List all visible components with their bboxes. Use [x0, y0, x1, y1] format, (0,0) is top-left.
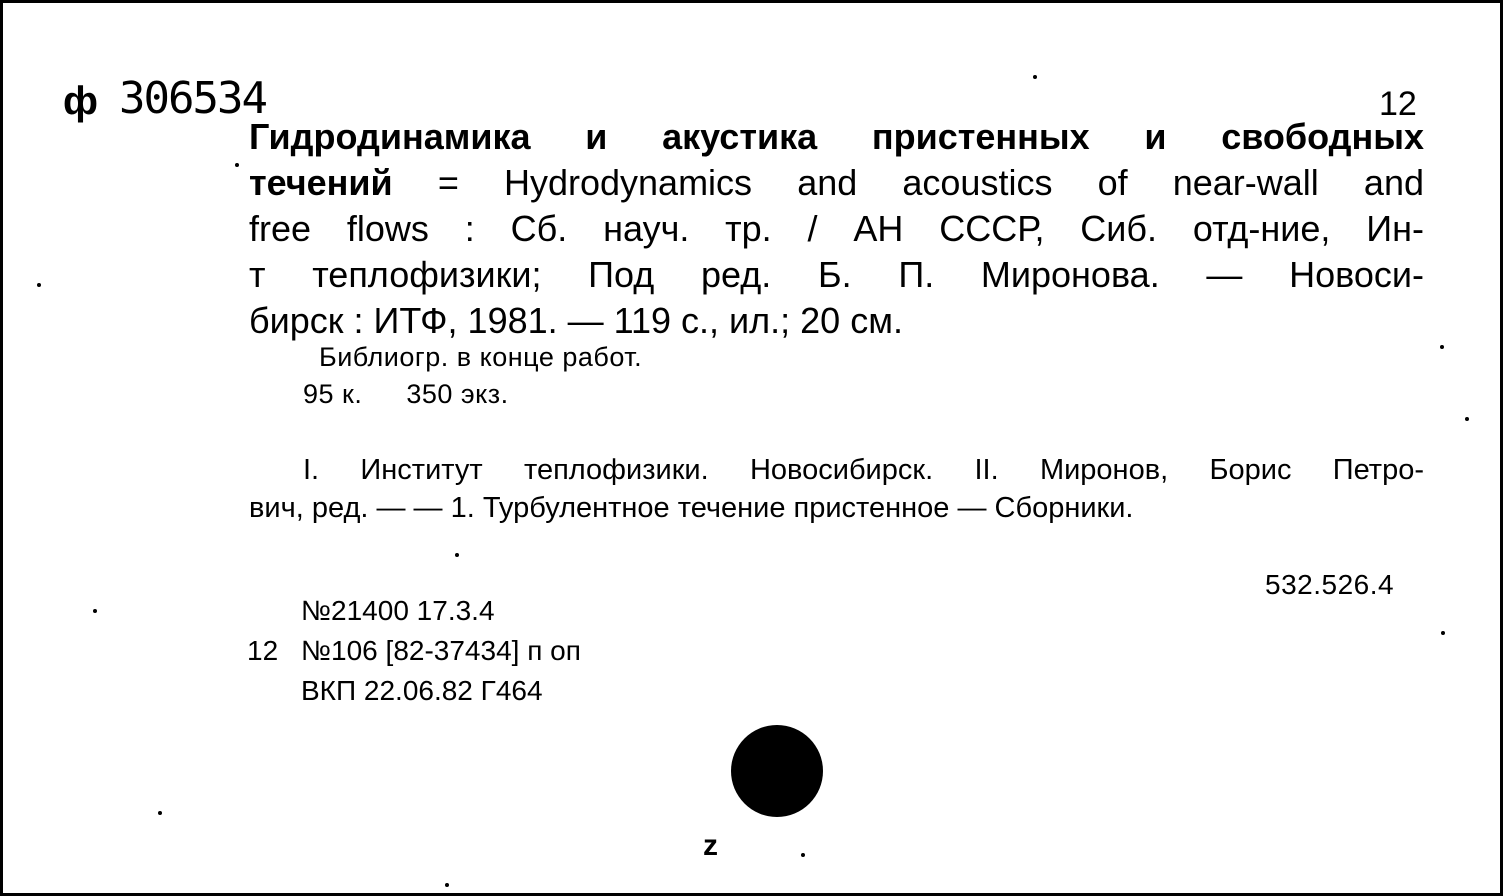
- accession-block: [247, 591, 581, 711]
- print-run: 350 экз.: [406, 379, 509, 409]
- accession-number: №106 [82-37434] п оп: [301, 635, 581, 666]
- bibliography-note: Библиогр. в конце работ.: [319, 342, 643, 372]
- ink-speck: [1440, 345, 1444, 349]
- page-number: 12: [1379, 85, 1417, 123]
- ink-speck: [455, 553, 459, 557]
- description-line: [249, 252, 1424, 298]
- description-text: бирск : ИТФ, 1981. — 119 с., ил.; 20 см.: [249, 300, 903, 341]
- handwritten-mark: z: [703, 829, 718, 862]
- accession-line: №21400 17.3.4: [301, 595, 495, 626]
- accession-line: ВКП 22.06.82 Г464: [301, 675, 543, 706]
- title-rest: = Hydrodynamics and acoustics of near-wall and: [392, 162, 1424, 203]
- description-line: [249, 298, 1424, 344]
- description-line: [249, 160, 1424, 206]
- ink-speck: [1465, 417, 1469, 421]
- price-line: [303, 379, 509, 410]
- accession-line: [247, 631, 581, 671]
- punch-hole: [731, 725, 823, 817]
- description-text: free flows : Сб. науч. тр. / АН СССР, Сиб. отд-ние, Ин-: [249, 208, 1424, 249]
- description-line: [249, 206, 1424, 252]
- ink-speck: [801, 853, 805, 857]
- stamp-number: 306534: [119, 73, 266, 124]
- heading-line: вич, ред. — — 1. Турбулентное течение пристенное — Сборники.: [249, 492, 1134, 524]
- ink-speck: [1033, 75, 1037, 79]
- bibliographic-description: [249, 114, 1424, 344]
- stamp-glyph: ф: [63, 79, 98, 123]
- ink-speck: [235, 163, 239, 167]
- card-count: 12: [247, 635, 279, 666]
- ink-speck: [93, 609, 97, 613]
- price: 95 к.: [303, 379, 363, 409]
- ink-speck: [37, 283, 41, 287]
- description-text: т теплофизики; Под ред. Б. П. Миронова. — Новоси-: [249, 254, 1424, 295]
- ink-speck: [1441, 631, 1445, 635]
- udc-code: 532.526.4: [1265, 569, 1395, 600]
- heading-line: I. Институт теплофизики. Новосибирск. II. Миронов, Борис Петро-: [303, 454, 1424, 486]
- subject-headings: [249, 451, 1424, 527]
- title-bold: Гидродинамика и акустика пристенных и свободных: [249, 116, 1424, 157]
- ink-speck: [158, 811, 162, 815]
- ink-speck: [445, 883, 449, 887]
- title-bold: течений: [249, 162, 393, 203]
- description-line: [249, 114, 1424, 160]
